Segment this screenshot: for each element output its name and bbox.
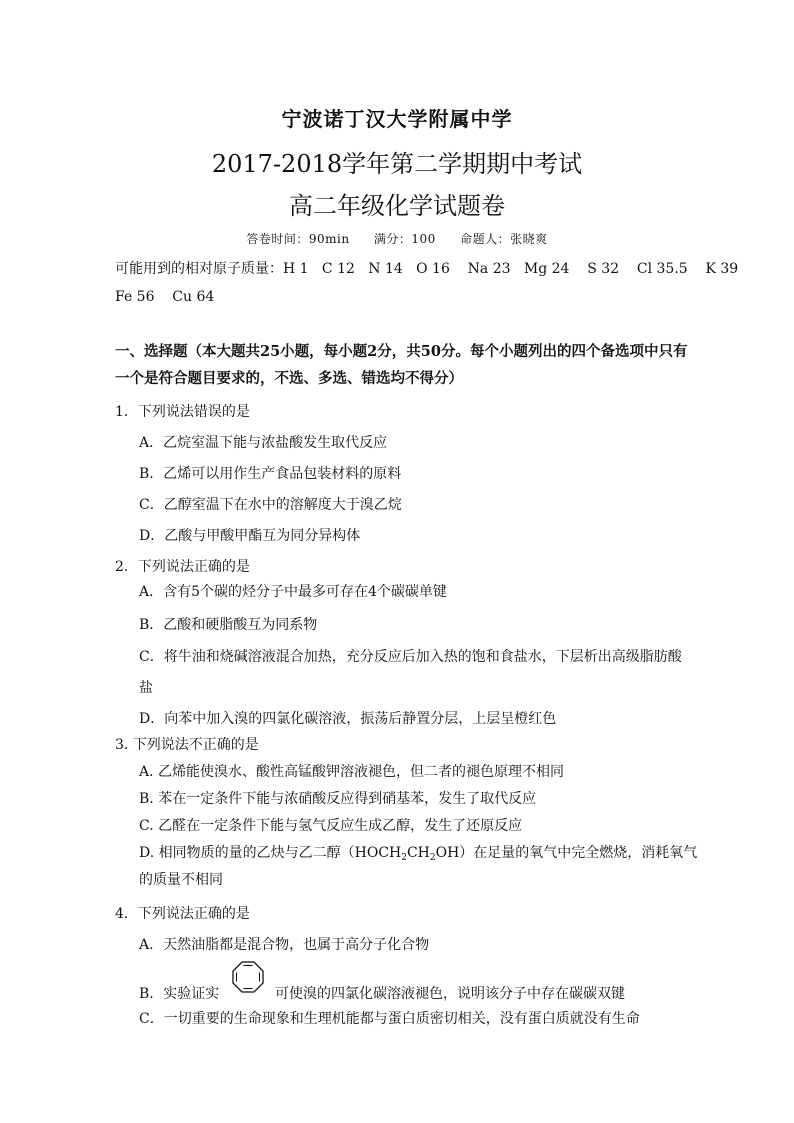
section-heading-line1: 一、选择题（本大题共25小题，每小题2分，共50分。每个小题列出的四个备选项中只有 bbox=[115, 343, 688, 360]
question-1-option-a: A．乙烷室温下能与浓盐酸发生取代反应 bbox=[139, 435, 388, 451]
question-3-option-b: B. 苯在一定条件下能与浓硝酸反应得到硝基苯，发生了取代反应 bbox=[139, 791, 537, 807]
question-2-option-d: D．向苯中加入溴的四氯化碳溶液，振荡后静置分层，上层呈橙红色 bbox=[139, 711, 557, 727]
exam-author: 命题人：张晓爽 bbox=[460, 232, 548, 246]
subscript-2: 2 bbox=[429, 853, 436, 863]
question-2-option-b: B．乙酸和硬脂酸互为同系物 bbox=[139, 617, 318, 633]
question-1-option-c: C．乙醇室温下在水中的溶解度大于溴乙烷 bbox=[139, 497, 402, 513]
question-3-option-d bbox=[139, 842, 697, 862]
question-3-stem: 3. 下列说法不正确的是 bbox=[115, 737, 259, 753]
question-1-stem: 1．下列说法错误的是 bbox=[115, 404, 250, 420]
question-2-option-c: C．将牛油和烧碱溶液混合加热，充分反应后加入热的饱和食盐水，下层析出高级脂肪酸 bbox=[139, 649, 682, 665]
question-4-option-b-suffix: 可使溴的四氯化碳溶液褪色，说明该分子中存在碳碳双键 bbox=[275, 986, 625, 1002]
question-4-option-a: A．天然油脂都是混合物，也属于高分子化合物 bbox=[139, 937, 430, 953]
question-3-option-c: C. 乙醛在一定条件下能与氢气反应生成乙醇，发生了还原反应 bbox=[139, 818, 523, 834]
exam-meta bbox=[0, 230, 794, 247]
question-3-option-a: A. 乙烯能使溴水、酸性高锰酸钾溶液褪色，但二者的褪色原理不相同 bbox=[139, 764, 565, 780]
question-4-option-c: C．一切重要的生命现象和生理机能都与蛋白质密切相关，没有蛋白质就没有生命 bbox=[139, 1011, 640, 1027]
exam-time: 答卷时间：90min bbox=[246, 232, 350, 246]
school-name: 宁波诺丁汉大学附属中学 bbox=[281, 107, 513, 131]
atomic-masses-line1: 可能用到的相对原子质量：H 1 C 12 N 14 O 16 Na 23 Mg 24 S 32 Cl 35.5 K 39 bbox=[115, 261, 739, 277]
question-1-option-b: B．乙烯可以用作生产食品包装材料的原料 bbox=[139, 466, 402, 482]
exam-title: 2017-2018学年第二学期期中考试 bbox=[211, 150, 583, 178]
question-2-option-c-continued: 盐 bbox=[139, 680, 153, 696]
question-1-option-d: D．乙酸与甲酸甲酯互为同分异构体 bbox=[139, 528, 361, 544]
question-2-stem: 2．下列说法正确的是 bbox=[115, 559, 250, 575]
question-3-option-d-text-1: D. 相同物质的量的乙炔与乙二醇（HOCH bbox=[139, 845, 402, 861]
subscript-2: 2 bbox=[401, 853, 407, 863]
question-4-option-b-prefix: B．实验证实 bbox=[139, 986, 220, 1002]
exam-score: 满分：100 bbox=[373, 232, 436, 246]
section-heading-line2: 一个是符合题目要求的，不选、多选、错选均不得分） bbox=[115, 370, 463, 387]
question-3-option-d-text-2: CH bbox=[406, 845, 430, 861]
question-4-stem: 4．下列说法正确的是 bbox=[115, 906, 250, 922]
paper-title: 高二年级化学试题卷 bbox=[289, 192, 505, 220]
atomic-masses-line2: Fe 56 Cu 64 bbox=[115, 289, 215, 305]
question-2-option-a: A．含有5个碳的烃分子中最多可存在4个碳碳单键 bbox=[139, 584, 447, 600]
cyclooctatetraene-structure-icon bbox=[231, 960, 265, 994]
question-3-option-d-continued: 的质量不相同 bbox=[139, 872, 223, 888]
question-3-option-d-text-3: OH）在足量的氧气中完全燃烧，消耗氧气 bbox=[435, 845, 698, 861]
